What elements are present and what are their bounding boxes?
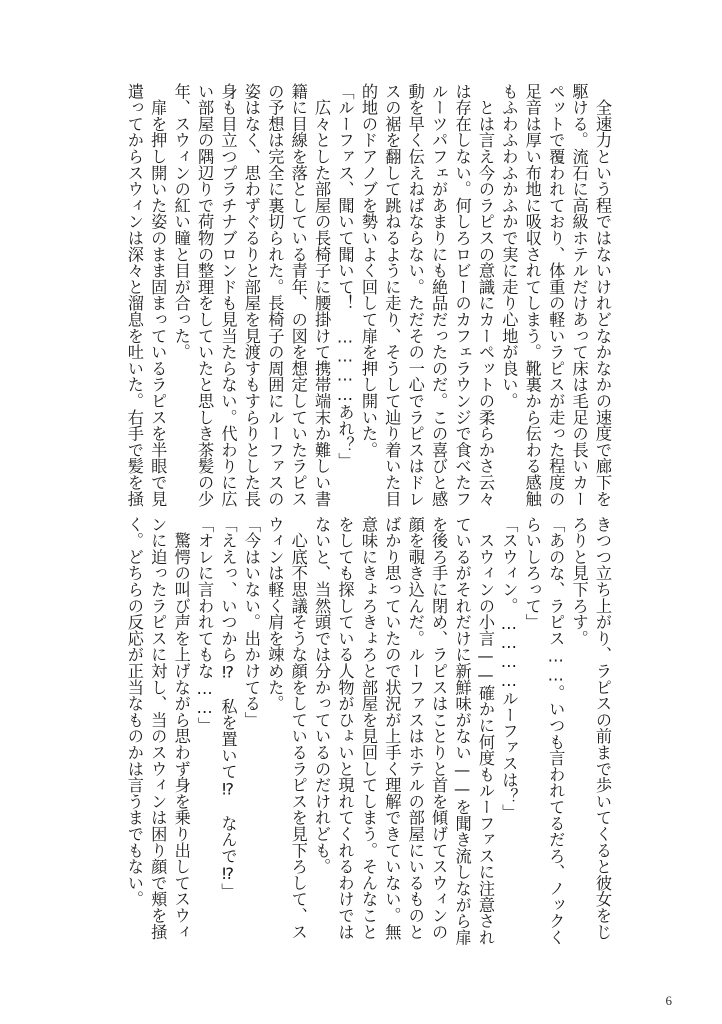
text-line: きつつ立ち上がり、ラピスの前まで歩いてくると彼女をじ [593,516,612,940]
text-line: ているがそれだけに新鮮味がない——を聞き流しながら扉 [452,516,472,946]
text-line: スウィンの小言——確かに何度もルーファスに注意され [475,516,495,946]
text-line: 足音は厚い布地に吸収されてしまう。靴裏から伝わる感触 [522,83,542,507]
text-line: スの裾を翻して跳ねるように走り、そうして辿り着いた目 [382,83,402,507]
text-line: 広々とした部屋の長椅子に腰掛けて携帯端末か難しい書 [312,83,332,507]
text-line: 籍に目線を落としている青年、の図を想定していたラピス [288,83,308,507]
text-line: 意味にきょろきょろと部屋を見回してしまう。そんなこと [358,516,378,940]
text-line: ンに迫ったラピスに対し、当のスウィンは困り顔で頬を掻 [148,516,168,940]
page-number: 6 [665,993,672,1008]
text-line: 遣ってからスウィンは深々と溜息を吐いた。右手で髪を掻 [124,83,144,507]
text-line: ペットで覆われており、体重の軽いラピスが走った程度の [546,83,566,507]
text-line: 「ルーファス、聞いて聞いて！ …………あれ？」 [335,83,355,470]
text-line: ルーツパフェがあまりにも絶品だったのだ。この喜びと感 [429,83,449,507]
text-line: をしても探している人物がひょいと現れてくれるわけでは [335,516,355,940]
text-line: ないと、当然頭では分かっているのだけれども。 [312,516,332,875]
text-line: 心底不思議そうな顔をしているラピスを見下ろして、ス [288,516,308,940]
text-line: ウィンは軽く肩を竦めた。 [265,516,285,712]
text-line: く。どちらの反応が正当なものかは言うまでもない。 [124,516,144,908]
text-line: らいしろって」 [522,516,542,631]
text-line: 顔を覗き込んだ。ルーファスはホテルの部屋にいるものと [405,516,425,940]
text-line: とは言え今のラピスの意識にカーペットの柔らかさ云々 [475,83,495,507]
text-line: ろりと見下ろす。 [569,516,589,647]
text-line: 動を早く伝えねばならない。ただその一心でラピスはドレ [405,83,425,507]
text-line: い部屋の隅辺りで荷物の整理をしていたと思しき茶髪の少 [195,83,215,507]
text-line: 「今はいない。出かけてる」 [241,516,261,728]
text-line: 驚愕の叫び声を上げながら思わず身を乗り出してスウィ [171,516,191,940]
text-line: の予想は完全に裏切られた。長椅子の周囲にルーファスの [265,83,285,507]
text-line: もふわふわふかふかで実に走り心地が良い。 [499,83,519,409]
text-line: 年、スウィンの紅い瞳と目が合った。 [171,83,191,361]
text-line: 身も目立つプラチナブロンドも見当たらない。代わりに広 [218,83,238,507]
text-line: 「ええっ、いつから⁉ 私を置いて⁉ なんで⁉」 [218,516,238,900]
top-text-block [122,83,614,507]
bottom-text-block [122,516,614,946]
text-line: ばかり思っていたので状況が上手く理解できていない。無 [382,516,402,940]
text-line: 的地のドアノブを勢いよく回して扉を押し開いた。 [358,83,378,458]
text-line: 「あのな、ラピス……。いつも言われてるだろ、ノックく [546,516,566,946]
text-line: を後ろ手に閉め、ラピスはことりと首を傾げてスウィンの [429,516,449,940]
text-line: は存在しない。何しろロビーのカフェラウンジで食べたフ [452,83,472,507]
text-line: 扉を押し開いた姿のまま固まっているラピスを半眼で見 [148,83,168,507]
text-line: 駆ける。流石に高級ホテルだけあって床は毛足の長いカー [569,83,589,507]
text-line: 「オレに言われてもな……」 [195,516,215,734]
text-line: 全速力という程ではないけれどなかなかの速度で廊下を [593,83,612,507]
text-line: 姿はなく、思わずぐるりと部屋を見渡すもすらりとした長 [241,83,261,507]
text-line: 「スウィン。…………ルーファスは？」 [499,516,519,821]
